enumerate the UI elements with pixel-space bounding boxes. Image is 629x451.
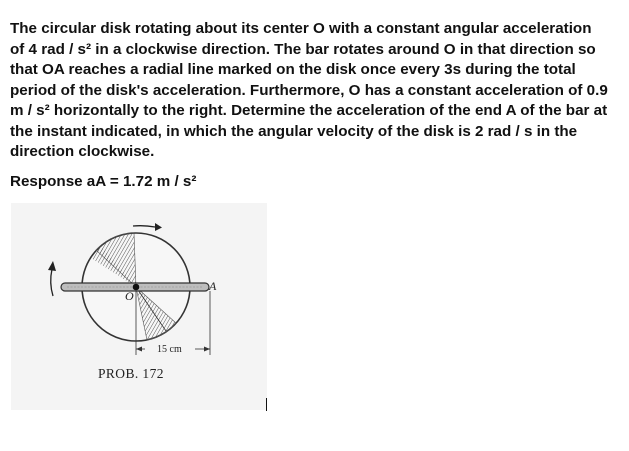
dimension-arrow-left-icon xyxy=(136,347,145,352)
figure-caption: PROB. 172 xyxy=(98,366,164,381)
dimension-label: 15 cm xyxy=(157,344,182,355)
answer-line: Response aA = 1.72 m / s² xyxy=(10,173,197,190)
problem-figure xyxy=(11,203,267,410)
problem-statement: The circular disk rotating about its center O with a constant angular acceleration of 4 rad / s² in a clockwise direction. The bar rotates around O in that direction so that OA reaches a radial line marked on the disk once every 3s during the total period of the disk's acceleration. Furthermore, O has a constant acceleration of 0.9 m / s² horizontally to the right. Determine the acceleration of the end A of the bar at the instant indicated, in which the angular velocity of the disk is 2 rad / s in the direction clockwise. xyxy=(10,20,608,160)
label-point-a: A xyxy=(209,279,217,293)
disk-rotation-arrow-icon xyxy=(133,223,162,231)
bar-rotation-arrow-icon xyxy=(48,261,56,296)
label-point-o: O xyxy=(125,289,134,303)
dimension-arrow-right-icon xyxy=(195,347,210,352)
text-cursor xyxy=(266,398,267,411)
